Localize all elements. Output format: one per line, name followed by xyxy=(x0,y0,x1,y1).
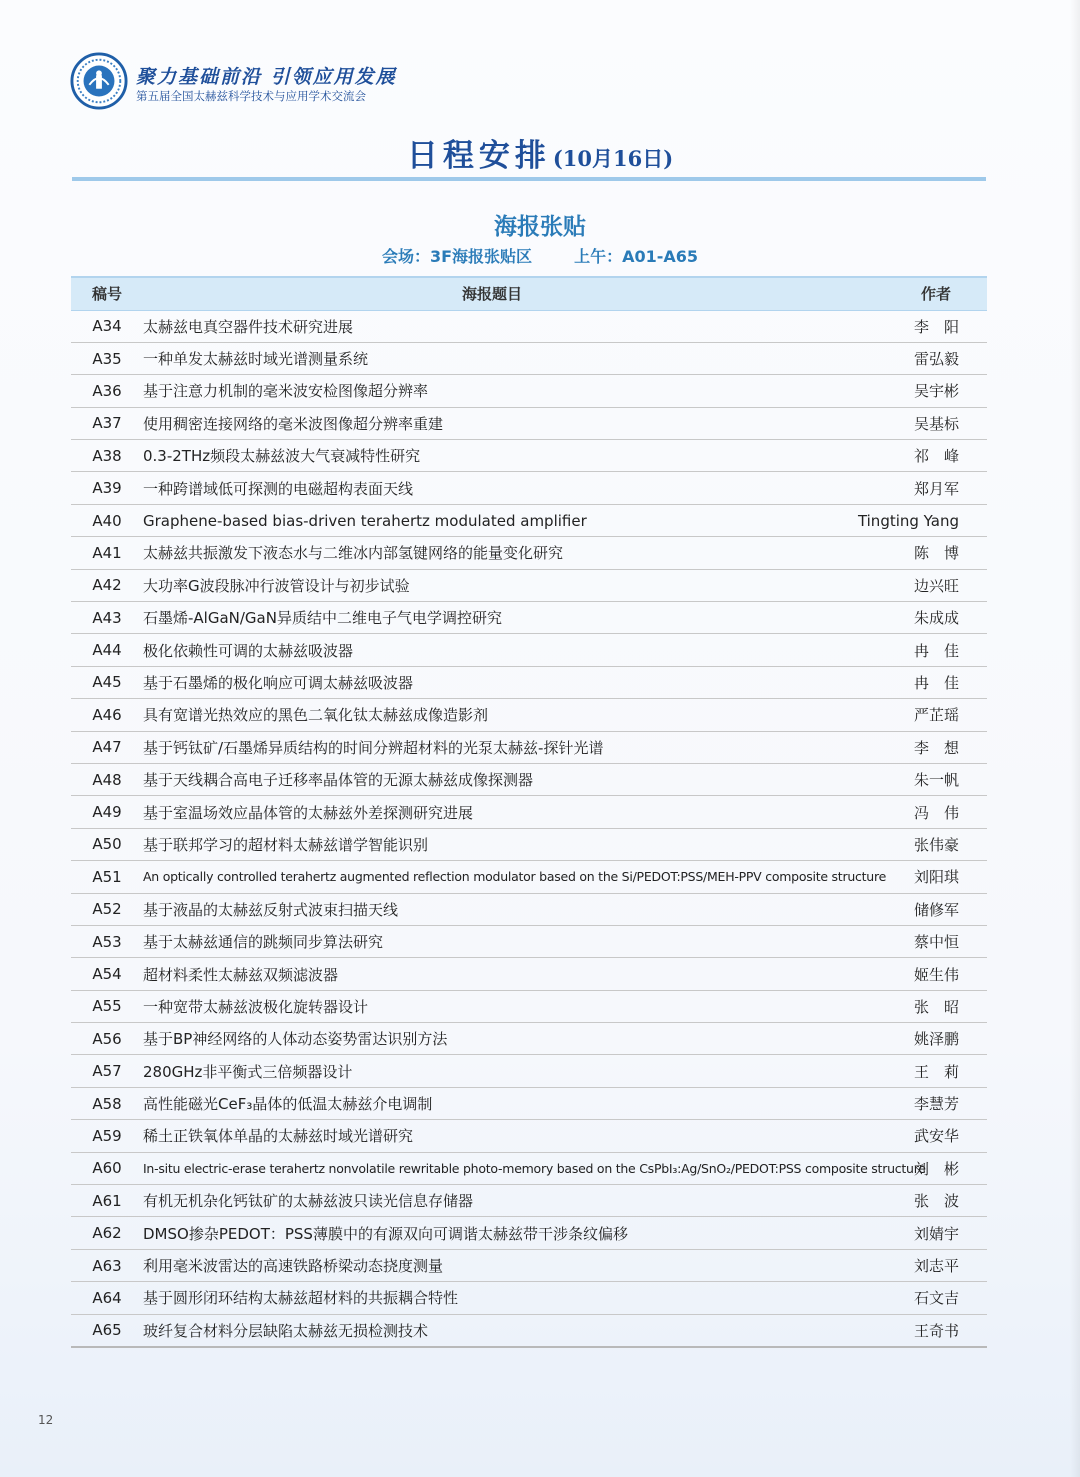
table-row xyxy=(71,893,987,925)
table-row xyxy=(71,375,987,407)
row-title: 一种宽带太赫兹波极化旋转器设计 xyxy=(143,997,369,1016)
row-author: 陈 博 xyxy=(913,544,959,563)
row-title: In-situ electric-erase terahertz nonvolatile rewritable photo-memory based on the CsPbI₃:Ag/SnO₂/PEDOT:PSS composite structure xyxy=(143,1160,926,1176)
row-title: 基于注意力机制的毫米波安检图像超分辨率 xyxy=(143,382,429,401)
table-row xyxy=(71,342,987,374)
row-id: A60 xyxy=(92,1159,122,1178)
row-author: 冉 佳 xyxy=(913,641,959,660)
header-title: 海报题目 xyxy=(461,285,522,304)
row-id: A55 xyxy=(92,997,122,1016)
row-id: A54 xyxy=(92,965,122,983)
row-author: 张伟豪 xyxy=(913,835,959,854)
row-id: A40 xyxy=(92,511,122,530)
row-id: A36 xyxy=(92,381,122,400)
row-title: 玻纤复合材料分层缺陷太赫兹无损检测技术 xyxy=(143,1321,429,1340)
title-divider xyxy=(72,177,986,181)
table-row xyxy=(71,1314,987,1346)
row-title: 使用稠密连接网络的毫米波图像超分辨率重建 xyxy=(143,414,444,433)
page-title-main: 日程安排 xyxy=(406,138,551,174)
row-author: 李 阳 xyxy=(913,317,959,336)
row-id: A35 xyxy=(92,349,122,368)
row-title: 石墨烯-AlGaN/GaN异质结中二维电子气电学调控研究 xyxy=(143,609,502,628)
table-row xyxy=(71,440,987,472)
row-author: 蔡中恒 xyxy=(913,933,959,952)
row-title: 稀土正铁氧体单晶的太赫兹时域光谱研究 xyxy=(143,1127,414,1146)
row-title: 280GHz非平衡式三倍频器设计 xyxy=(143,1062,353,1081)
row-title: 基于室温场效应晶体管的太赫兹外差探测研究进展 xyxy=(143,803,474,822)
table-row xyxy=(71,602,987,634)
row-author: 武安华 xyxy=(913,1127,959,1146)
row-title: 有机无机杂化钙钛矿的太赫兹波只读光信息存储器 xyxy=(143,1192,474,1211)
row-id: A59 xyxy=(92,1126,122,1145)
row-title: 极化依赖性可调的太赫兹吸波器 xyxy=(143,641,354,660)
row-id: A37 xyxy=(92,414,122,433)
row-title: 利用毫米波雷达的高速铁路桥梁动态挠度测量 xyxy=(143,1257,444,1276)
row-title: 基于天线耦合高电子迁移率晶体管的无源太赫兹成像探测器 xyxy=(143,771,534,790)
header-slogan: 聚力基础前沿 引领应用发展 xyxy=(136,66,397,88)
table-row xyxy=(71,1023,987,1055)
row-author: 吴宇彬 xyxy=(913,382,959,401)
conference-logo-icon xyxy=(70,52,128,110)
row-id: A50 xyxy=(92,835,122,854)
table-row xyxy=(71,958,987,990)
table-row xyxy=(71,861,987,893)
page-title-date: (10月16日) xyxy=(552,146,674,171)
row-id: A61 xyxy=(92,1191,122,1210)
table-row xyxy=(71,699,987,731)
table-row xyxy=(71,504,987,536)
table-row xyxy=(71,407,987,439)
row-author: 冉 佳 xyxy=(913,673,959,692)
row-title: 基于石墨烯的极化响应可调太赫兹吸波器 xyxy=(143,673,414,692)
row-title: 0.3-2THz频段太赫兹波大气衰减特性研究 xyxy=(143,447,421,466)
page-number: 12 xyxy=(38,1413,54,1427)
row-id: A46 xyxy=(92,705,122,724)
conference-name: 第五届全国太赫兹科学技术与应用学术交流会 xyxy=(136,89,366,103)
table-row xyxy=(71,763,987,795)
row-title: 太赫兹电真空器件技术研究进展 xyxy=(143,317,354,336)
row-author: 王奇书 xyxy=(913,1321,959,1340)
row-id: A58 xyxy=(92,1094,122,1113)
row-title: An optically controlled terahertz augmented reflection modulator based on the Si/PEDOT:PSS/MEH-PPV composite structure xyxy=(143,869,887,885)
row-id: A49 xyxy=(92,803,122,822)
header-author: 作者 xyxy=(920,285,951,304)
table-row xyxy=(71,537,987,569)
table-row xyxy=(71,634,987,666)
row-title: 基于液晶的太赫兹反射式波束扫描天线 xyxy=(143,900,399,919)
table-row xyxy=(71,1249,987,1281)
row-title: 太赫兹共振激发下液态水与二维冰内部氢键网络的能量变化研究 xyxy=(143,544,564,563)
row-author: 边兴旺 xyxy=(913,576,959,595)
row-title: 大功率G波段脉冲行波管设计与初步试验 xyxy=(143,576,410,595)
table-row xyxy=(71,925,987,957)
row-title: DMSO掺杂PEDOT：PSS薄膜中的有源双向可调谐太赫兹带干涉条纹偏移 xyxy=(143,1224,628,1243)
row-author: 吴基标 xyxy=(913,414,959,433)
row-author: 王 莉 xyxy=(913,1062,959,1081)
row-title: 基于圆形闭环结构太赫兹超材料的共振耦合特性 xyxy=(143,1289,459,1308)
row-title: 一种单发太赫兹时域光谱测量系统 xyxy=(143,350,369,369)
row-author: 郑月军 xyxy=(913,479,959,498)
table-row xyxy=(71,1055,987,1087)
table-row xyxy=(71,1217,987,1249)
venue-location: 会场：3F海报张贴区 xyxy=(381,247,533,266)
venue-session: 上午：A01-A65 xyxy=(574,247,699,266)
table-row xyxy=(71,472,987,504)
row-author: Tingting Yang xyxy=(857,511,959,530)
row-title: Graphene-based bias-driven terahertz modulated amplifier xyxy=(143,511,587,530)
table-row xyxy=(71,731,987,763)
table-row xyxy=(71,990,987,1022)
venue-line xyxy=(0,244,1080,267)
row-author: 姬生伟 xyxy=(913,965,959,984)
row-author: 雷弘毅 xyxy=(913,350,959,369)
table-row xyxy=(71,1087,987,1119)
row-id: A48 xyxy=(92,770,122,789)
row-title: 基于BP神经网络的人体动态姿势雷达识别方法 xyxy=(143,1030,448,1049)
row-author: 张 昭 xyxy=(913,997,959,1016)
table-row xyxy=(71,1282,987,1314)
table-row xyxy=(71,310,987,342)
row-title: 一种跨谱域低可探测的电磁超构表面天线 xyxy=(143,479,414,498)
row-id: A64 xyxy=(92,1288,122,1307)
row-author: 张 波 xyxy=(913,1192,959,1211)
row-author: 石文吉 xyxy=(913,1289,959,1308)
row-id: A65 xyxy=(92,1321,122,1340)
page-title xyxy=(0,130,1080,175)
section-title: 海报张贴 xyxy=(494,214,586,240)
row-title: 基于联邦学习的超材料太赫兹谱学智能识别 xyxy=(143,835,429,854)
row-id: A47 xyxy=(92,738,122,757)
row-title: 基于太赫兹通信的跳频同步算法研究 xyxy=(143,933,384,952)
row-id: A45 xyxy=(92,673,122,692)
table-row xyxy=(71,796,987,828)
header-id: 稿号 xyxy=(91,285,122,304)
table-row xyxy=(71,1120,987,1152)
row-title: 具有宽谱光热效应的黑色二氧化钛太赫兹成像造影剂 xyxy=(143,706,489,725)
row-author: 刘志平 xyxy=(913,1257,959,1276)
table-body xyxy=(71,310,987,1347)
row-title: 超材料柔性太赫兹双频滤波器 xyxy=(143,965,339,984)
row-author: 姚泽鹏 xyxy=(913,1030,959,1049)
row-author: 冯 伟 xyxy=(913,803,959,822)
row-title: 高性能磁光CeF₃晶体的低温太赫兹介电调制 xyxy=(143,1095,433,1114)
table-row xyxy=(71,1152,987,1184)
row-author: 朱一帆 xyxy=(913,771,959,790)
table-row xyxy=(71,666,987,698)
row-id: A51 xyxy=(92,867,122,886)
table-row xyxy=(71,1185,987,1217)
row-id: A57 xyxy=(92,1062,122,1081)
row-id: A63 xyxy=(92,1256,122,1275)
row-author: 祁 峰 xyxy=(913,447,959,466)
row-id: A43 xyxy=(92,608,122,627)
row-title: 基于钙钛矿/石墨烯异质结构的时间分辨超材料的光泵太赫兹-探针光谱 xyxy=(143,738,604,757)
row-author: 朱成成 xyxy=(913,609,959,628)
row-author: 刘婧宇 xyxy=(913,1224,959,1243)
row-author: 李 想 xyxy=(913,738,959,757)
table-row xyxy=(71,569,987,601)
row-id: A52 xyxy=(92,900,122,919)
row-id: A39 xyxy=(92,479,122,498)
row-author: 李慧芳 xyxy=(913,1095,959,1114)
row-id: A41 xyxy=(92,543,122,562)
table-row xyxy=(71,828,987,860)
row-author: 严芷瑶 xyxy=(913,706,959,725)
poster-schedule-table xyxy=(71,276,987,1348)
table-header-row xyxy=(71,277,987,310)
row-id: A53 xyxy=(92,932,122,951)
row-id: A62 xyxy=(92,1224,122,1243)
row-id: A42 xyxy=(92,576,122,595)
row-author: 储修军 xyxy=(913,900,959,919)
row-id: A38 xyxy=(92,446,122,465)
row-id: A44 xyxy=(92,641,122,660)
row-author: 刘 彬 xyxy=(913,1159,959,1178)
row-author: 刘阳琪 xyxy=(913,868,959,887)
row-id: A56 xyxy=(92,1029,122,1048)
row-id: A34 xyxy=(92,317,122,336)
